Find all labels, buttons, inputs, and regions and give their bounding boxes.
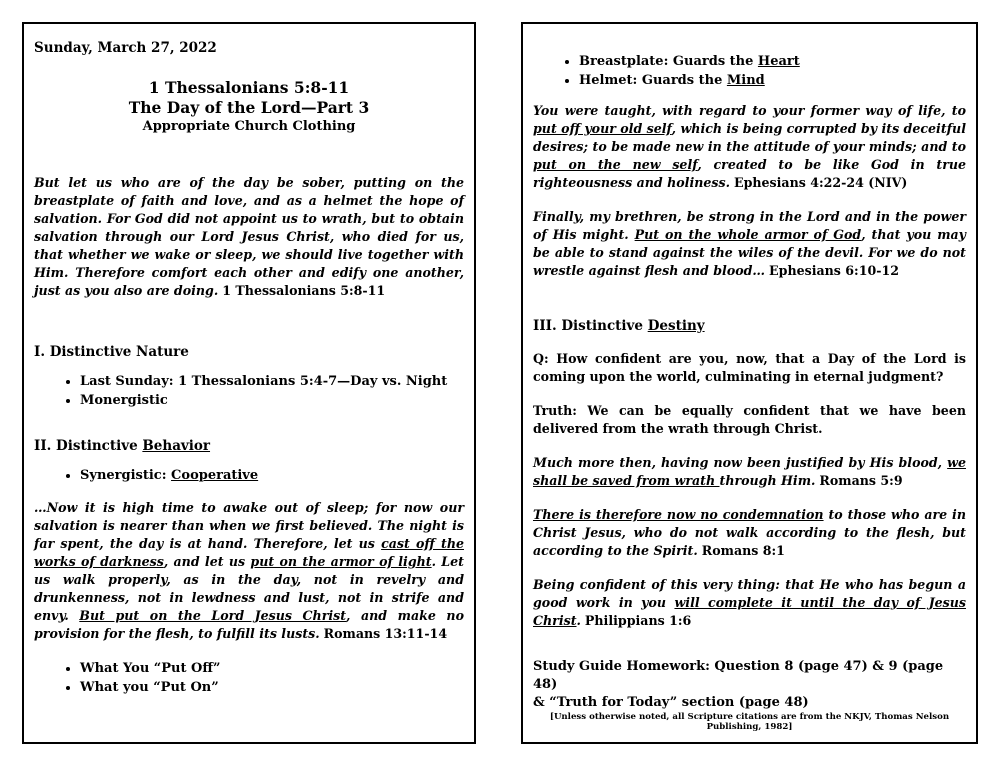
section-2-prefix: II. Distinctive xyxy=(34,438,143,454)
truth-text: Truth: We can be equally confident that we have been delivered from the wrath through Christ. xyxy=(533,403,966,436)
scripture-reference: Ephesians 6:10-12 xyxy=(769,263,899,278)
list-item: • Last Sunday: 1 Thessalonians 5:4-7—Day vs. Night xyxy=(80,372,464,391)
scripture-1-thess xyxy=(34,174,464,300)
scripture-text: . Let us walk properly, as in the day, not in revelry and drunkenness, not in lewdness and lust, not in strife and envy. xyxy=(34,554,464,623)
scripture-underlined: But put on the Lord Jesus Christ xyxy=(79,608,347,623)
scripture-romans-8 xyxy=(533,506,966,560)
homework-block xyxy=(533,658,966,712)
list-item-prefix: Synergistic: xyxy=(80,468,172,483)
put-off-on-list xyxy=(34,659,464,697)
list-item-prefix: Breastplate: Guards the xyxy=(579,54,758,69)
section-2-keyword: Behavior xyxy=(142,438,211,454)
scripture-text: But let us who are of the day be sober, putting on the breastplate of faith and love, and as a helmet the hope of salvation. For God did not appoint us to wrath, but to obtain salvation through our Lord Jesus Christ, who died for us, that whether we wake or sleep, we should live together with Him. Therefore comfort each other and edify one another, just as you also are doing. xyxy=(34,175,464,298)
scripture-underlined: put on the new self xyxy=(533,157,698,172)
scripture-text: , which is being corrupted by its deceitful desires; to be made new in the attitude of your minds; and to xyxy=(533,121,967,154)
list-item-keyword: Cooperative xyxy=(171,468,259,483)
scripture-text: . xyxy=(576,613,581,628)
armor-list xyxy=(533,52,966,90)
scripture-underlined: There is therefore now no condemnation xyxy=(533,507,824,522)
scripture-reference: Ephesians 4:22-24 (NIV) xyxy=(733,175,908,190)
scripture-underlined: put off your old self xyxy=(533,121,672,136)
section-3-keyword: Destiny xyxy=(647,318,705,334)
scripture-underlined: we shall be saved from wrath xyxy=(533,455,966,488)
question-text: Q: How confident are you, now, that a Day of the Lord is coming upon the world, culminating in eternal judgment? xyxy=(533,351,966,384)
homework-line-1: Study Guide Homework: Question 8 (page 47) & 9 (page 48) xyxy=(533,659,944,692)
scripture-reference: Romans 5:9 xyxy=(819,473,903,488)
left-page xyxy=(22,22,476,744)
scripture-text: , created to be like God in true righteousness and holiness. xyxy=(533,157,966,190)
scripture-text: through Him. xyxy=(719,473,816,488)
list-item-keyword: Mind xyxy=(726,73,765,88)
scripture-romans-13 xyxy=(34,499,464,643)
scripture-underlined: Put on the whole armor of God xyxy=(634,227,862,242)
list-item xyxy=(80,466,464,485)
scripture-reference: Romans 13:11-14 xyxy=(323,626,448,641)
list-item: • Monergistic xyxy=(80,391,464,410)
scripture-text: , that you may be able to stand against the wiles of the devil. For we do not wrestle against flesh and blood… xyxy=(533,227,966,278)
scripture-text: , and make no provision for the flesh, to fulfill its lusts. xyxy=(34,608,464,641)
scripture-ephesians-6 xyxy=(533,208,966,280)
title-main: The Day of the Lord—Part 3 xyxy=(128,98,370,117)
sermon-date: Sunday, March 27, 2022 xyxy=(34,40,217,56)
section-2-heading xyxy=(34,438,464,454)
list-item-prefix: Helmet: Guards the xyxy=(579,73,727,88)
section-1-heading: I. Distinctive Nature xyxy=(34,344,189,360)
scripture-ephesians-4 xyxy=(533,102,966,192)
list-item xyxy=(579,71,966,90)
section-1-list xyxy=(34,372,464,410)
citation-footer: [Unless otherwise noted, all Scripture citations are from the NKJV, Thomas Nelson Publishing, 1982] xyxy=(549,712,950,732)
scripture-text: , and let us xyxy=(163,554,251,569)
list-item xyxy=(579,52,966,71)
scripture-underlined: cast off the works of darkness xyxy=(34,536,464,569)
scripture-reference: Philippians 1:6 xyxy=(584,613,692,628)
list-item-keyword: Heart xyxy=(757,54,800,69)
section-3-heading xyxy=(533,318,966,334)
section-3-prefix: III. Distinctive xyxy=(533,318,648,334)
scripture-underlined: put on the armor of light xyxy=(250,554,432,569)
title-subtitle: Appropriate Church Clothing xyxy=(142,119,356,134)
scripture-text: You were taught, with regard to your former way of life, to xyxy=(533,103,966,118)
scripture-text: to those who are in Christ Jesus, who do not walk according to the flesh, but according to the Spirit. xyxy=(533,507,966,558)
scripture-reference: Romans 8:1 xyxy=(701,543,785,558)
scripture-text: Being confident of this very thing: that He who has begun a good work in you xyxy=(533,577,966,610)
scripture-romans-5 xyxy=(533,454,966,490)
scripture-philippians xyxy=(533,576,966,630)
scripture-text: Finally, my brethren, be strong in the Lord and in the power of His might. xyxy=(533,209,966,242)
section-2-list xyxy=(34,466,464,485)
right-page xyxy=(521,22,978,744)
title-reference: 1 Thessalonians 5:8-11 xyxy=(148,78,350,97)
scripture-text: …Now it is high time to awake out of sleep; for now our salvation is nearer than when we first believed. The night is far spent, the day is at hand. Therefore, let us xyxy=(34,500,464,551)
scripture-underlined: will complete it until the day of Jesus Christ xyxy=(533,595,966,628)
homework-line-2: & “Truth for Today” section (page 48) xyxy=(533,695,809,710)
list-item: • What you “Put On” xyxy=(80,678,464,697)
title-block xyxy=(34,78,464,136)
scripture-reference: 1 Thessalonians 5:8-11 xyxy=(222,283,386,298)
list-item: • What You “Put Off” xyxy=(80,659,464,678)
scripture-text: Much more then, having now been justified by His blood, xyxy=(533,455,948,470)
